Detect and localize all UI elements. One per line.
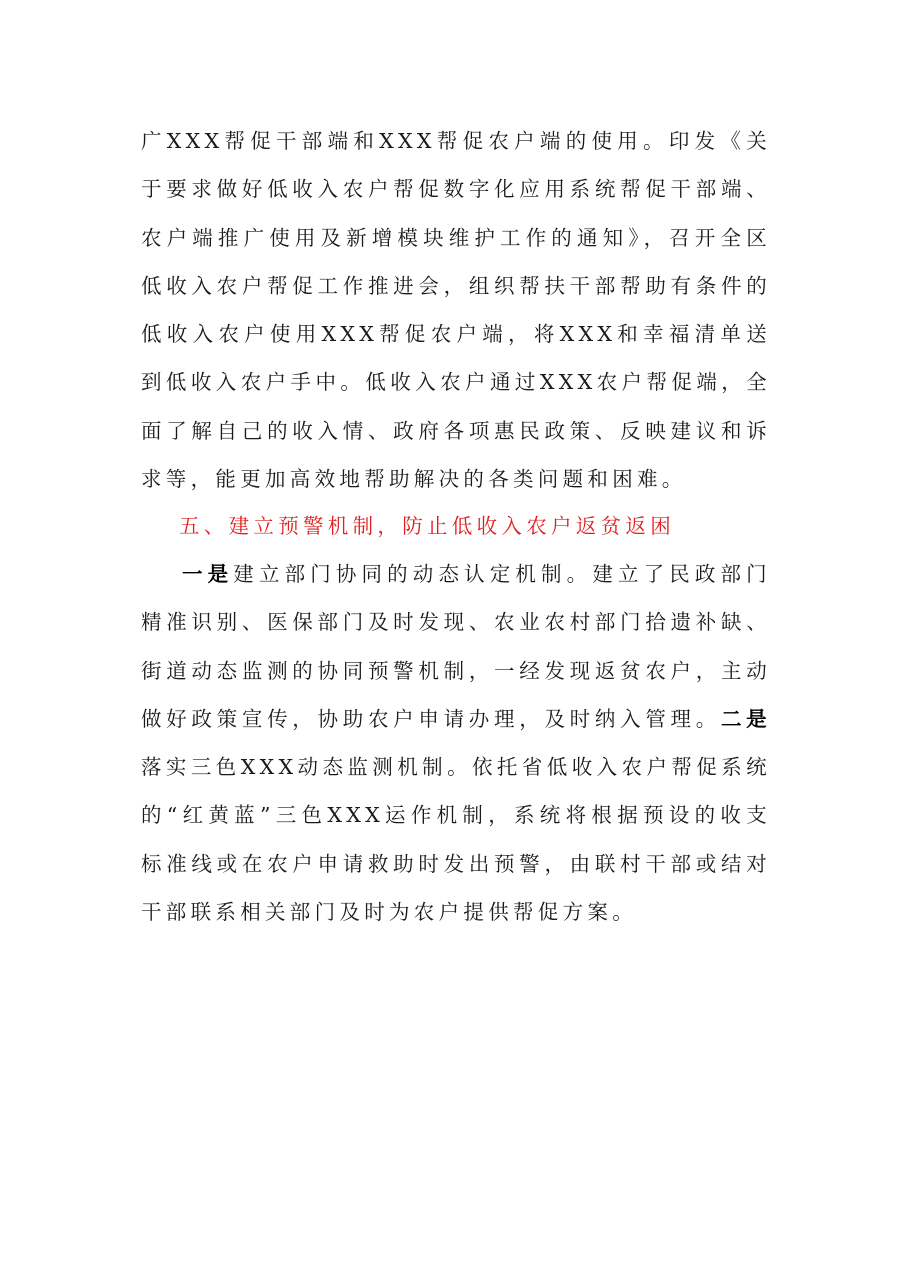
lead-phrase-2: 二是 <box>720 706 771 731</box>
lead-phrase-1: 一是 <box>182 562 234 586</box>
paragraph-2-text-2: 落实三色XXX动态监测机制。依托省低收入农户帮促系统的“红黄蓝”三色XXX运作机制，系统将根据预设的收支标准线或在农户申请救助时发出预警，由联村干部或结对干部联系相关部门及时为农户提供帮促方案。 <box>141 755 771 925</box>
body-paragraph-1: 广XXX帮促干部端和XXX帮促农户端的使用。印发《关于要求做好低收入农户帮促数字化应用系统帮促干部端、农户端推广使用及新增模块维护工作的通知》，召开全区低收入农户帮促工作推进会，组织帮扶干部帮助有条件的低收入农户使用XXX帮促农户端，将XXX和幸福清单送到低收入农户手中。低收入农户通过XXX农户帮促端，全面了解自己的收入情、政府各项惠民政策、反映建议和诉求等，能更加高效地帮助解决的各类问题和困难。 <box>141 129 771 492</box>
body-paragraph-2 <box>141 550 771 936</box>
section-heading: 五、建立预警机制，防止低收入农户返贫返困 <box>179 514 675 538</box>
paragraph-2-text-1: 建立部门协同的动态认定机制。建立了民政部门精准识别、医保部门及时发现、农业农村部门拾遗补缺、街道动态监测的协同预警机制，一经发现返贫农户，主动做好政策宣传，协助农户申请办理，及时纳入管理。 <box>141 562 771 731</box>
